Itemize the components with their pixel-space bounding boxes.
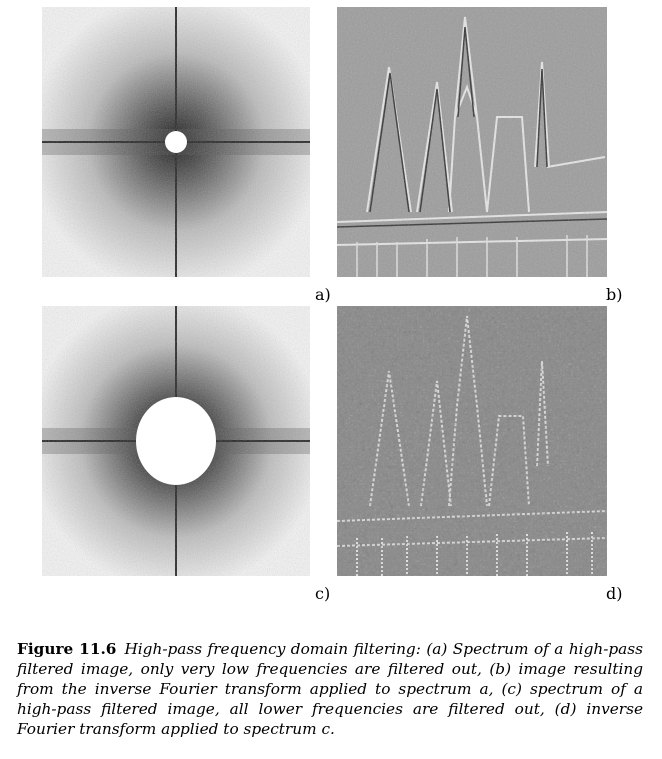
panel-c-label: c): [315, 584, 331, 603]
cathedral-image-d: [337, 306, 607, 576]
panel-a-spectrum: [42, 7, 310, 277]
spectrum-a-graphic: [42, 7, 310, 277]
panel-a-label: a): [315, 285, 331, 304]
panel-b-label: b): [606, 285, 623, 304]
panel-c-spectrum: [42, 306, 310, 576]
figure-number: Figure 11.6: [17, 640, 117, 658]
figure-caption: [17, 639, 643, 739]
panel-b-image: [337, 7, 607, 277]
panel-d-label: d): [606, 584, 623, 603]
spectrum-c-graphic: [42, 306, 310, 576]
figure-caption-text: High-pass frequency domain filtering: (a) Spectrum of a high-pass filtered image, only very low frequencies are filtered out, (b) image resulting from the inverse Fourier transform applied to spectrum a, (c) spectrum of a high-pass filtered image, all lower frequencies are filtered out, (d) inverse Fourier transform applied to spectrum c.: [17, 640, 643, 738]
panel-d-image: [337, 306, 607, 576]
cathedral-image-b: [337, 7, 607, 277]
